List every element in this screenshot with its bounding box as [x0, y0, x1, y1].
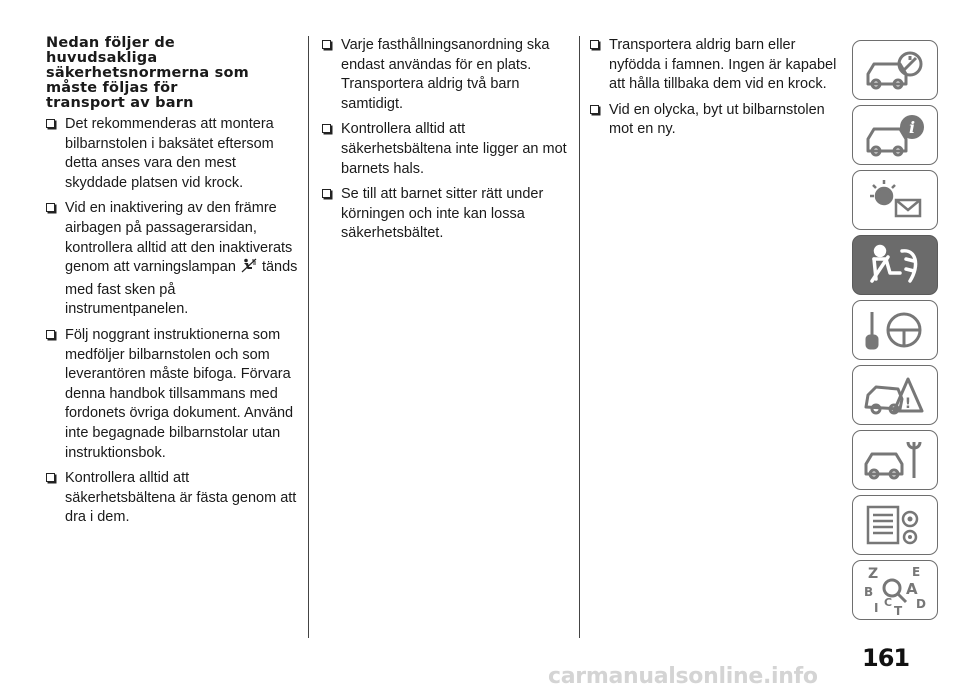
safety-list	[590, 36, 842, 140]
tab-dashboard[interactable]	[852, 40, 938, 100]
tab-car-info[interactable]	[852, 105, 938, 165]
list-item	[46, 469, 298, 528]
item-text: Kontrollera alltid att säkerhetsbältena är fästa genom att dra i dem.	[65, 470, 297, 526]
column-3	[590, 36, 842, 146]
chapter-tabs	[852, 40, 938, 625]
list-item	[46, 115, 298, 193]
svg-text:B: B	[864, 585, 874, 599]
list-item	[322, 185, 570, 244]
column-1	[46, 36, 298, 534]
heading-line: måste följas för	[46, 80, 178, 96]
seatbelt-airbag-icon	[860, 241, 930, 289]
svg-text:I: I	[874, 601, 879, 615]
checkbox-bullet-icon	[46, 473, 55, 482]
safety-list	[322, 36, 570, 244]
checkbox-bullet-icon	[322, 189, 331, 198]
svg-text:!: !	[904, 396, 912, 412]
tab-warning-lights[interactable]	[852, 170, 938, 230]
technical-data-gears-icon	[860, 501, 930, 549]
item-text: Vid en inaktivering av den främre airbagen på passagerarsidan, kontrollera alltid att den inaktiverats genom att varningslampan	[65, 200, 293, 276]
tab-safety[interactable]	[852, 235, 938, 295]
checkbox-bullet-icon	[46, 330, 55, 339]
safety-list	[46, 115, 298, 528]
svg-text:T: T	[894, 604, 903, 616]
key-steering-wheel-icon	[860, 306, 930, 354]
checkbox-bullet-icon	[322, 40, 331, 49]
item-text: Se till att barnet sitter rätt under körningen och inte kan lossa säkerhetsbältet.	[341, 186, 544, 242]
item-text: Transportera aldrig barn eller nyfödda i famnen. Ingen är kapabel att hålla tillbaka dem vid en krock.	[609, 37, 837, 93]
item-text: Det rekommenderas att montera bilbarnstolen i baksätet eftersom detta anses vara den mest skyddade platsen vid krock.	[65, 116, 274, 191]
car-dashboard-icon	[860, 46, 930, 94]
checkbox-bullet-icon	[590, 105, 599, 114]
tab-emergency[interactable]	[852, 365, 938, 425]
heading-line: säkerhetsnormerna som	[46, 65, 249, 81]
page-number: 161	[862, 644, 910, 672]
heading-line: huvudsakliga	[46, 50, 158, 66]
car-maintenance-wrench-icon	[860, 436, 930, 484]
item-text: Kontrollera alltid att säkerhetsbältena inte ligger an mot barnets hals.	[341, 121, 567, 177]
tab-technical-data[interactable]	[852, 495, 938, 555]
column-divider	[579, 36, 580, 638]
svg-text:Z: Z	[868, 566, 879, 582]
list-item	[322, 120, 570, 179]
svg-text:E: E	[912, 565, 921, 579]
column-2	[322, 36, 570, 250]
section-heading	[46, 36, 298, 111]
alphabetical-index-icon	[860, 564, 930, 616]
checkbox-bullet-icon	[46, 203, 55, 212]
item-text: tänds med fast sken på instrumentpanelen.	[65, 259, 298, 318]
column-divider	[308, 36, 309, 638]
item-text: Varje fasthållningsanordning ska endast användas för en plats. Transportera aldrig två barn samtidigt.	[341, 37, 550, 112]
svg-text:D: D	[916, 597, 926, 611]
car-emergency-icon	[860, 371, 930, 419]
heading-line: transport av barn	[46, 95, 194, 111]
svg-text:i: i	[908, 118, 916, 137]
warning-light-message-icon	[860, 176, 930, 224]
item-text: Följ noggrant instruktionerna som medföljer bilbarnstolen och som leverantören måste bifoga. Förvara denna handbok tillsammans med fordonets övriga dokument. Använd inte begagnade bilbarnstolar utan instruktionsbok.	[65, 326, 294, 461]
car-info-icon	[860, 111, 930, 159]
svg-text:A: A	[906, 580, 918, 598]
tab-starting-driving[interactable]	[852, 300, 938, 360]
svg-text:C: C	[884, 596, 893, 609]
checkbox-bullet-icon	[46, 119, 55, 128]
list-item	[46, 326, 298, 463]
tab-index[interactable]	[852, 560, 938, 620]
list-item	[590, 36, 842, 95]
item-text: Vid en olycka, byt ut bilbarnstolen mot en ny.	[609, 101, 825, 138]
watermark: carmanualsonline.info	[548, 664, 818, 689]
tab-maintenance[interactable]	[852, 430, 938, 490]
heading-line: Nedan följer de	[46, 35, 175, 51]
list-item	[322, 36, 570, 114]
checkbox-bullet-icon	[590, 40, 599, 49]
list-item	[46, 199, 298, 320]
airbag-off-warning-icon	[241, 258, 257, 281]
list-item	[590, 101, 842, 140]
checkbox-bullet-icon	[322, 124, 331, 133]
